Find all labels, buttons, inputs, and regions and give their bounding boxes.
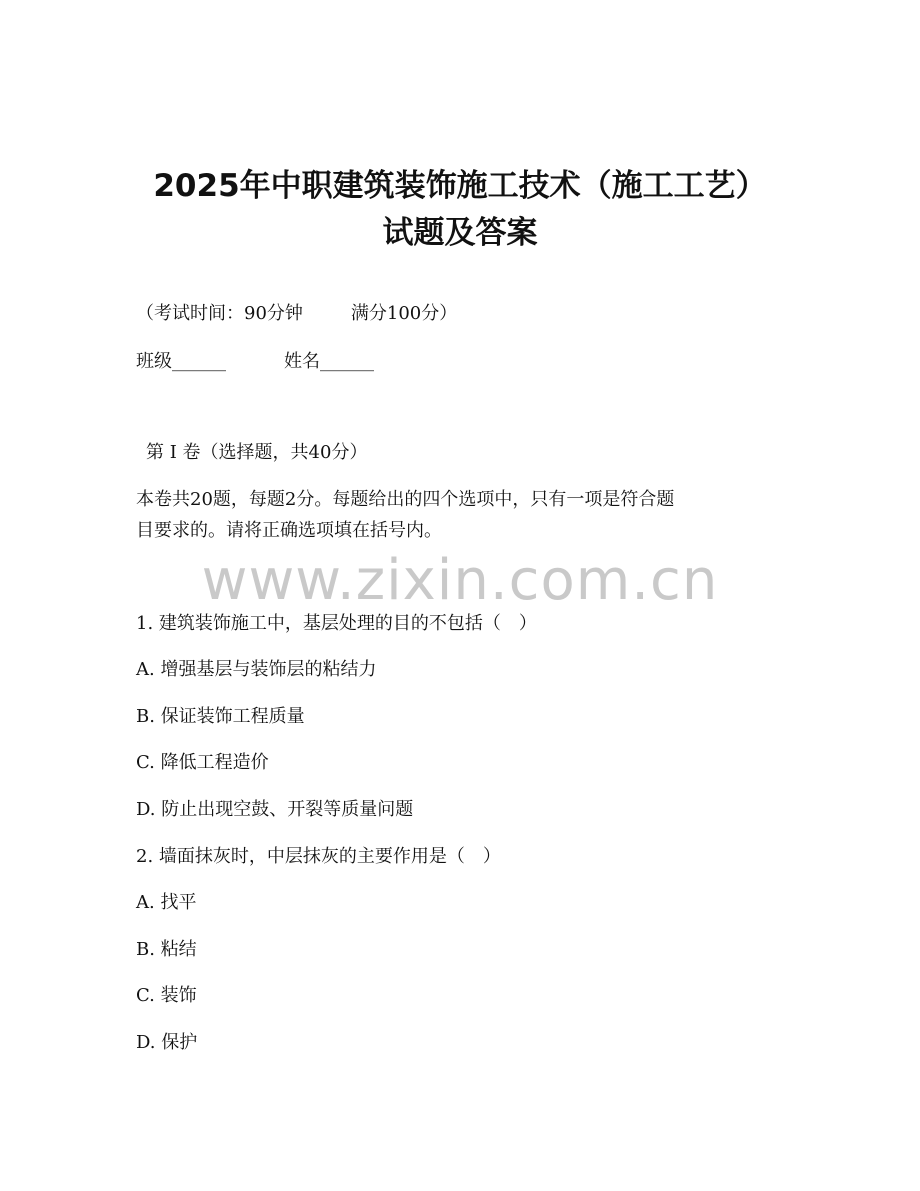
instructions-line-1: 本卷共20题，每题2分。每题给出的四个选项中，只有一项是符合题 <box>136 489 675 510</box>
exam-time: （考试时间：90分钟 <box>136 303 303 324</box>
document-title-line-2: 试题及答案 <box>382 215 538 251</box>
question-2-option-d: D. 保护 <box>136 1032 198 1053</box>
question-1-option-d: D. 防止出现空鼓、开裂等质量问题 <box>136 799 414 820</box>
exam-full-score: 满分100分） <box>350 303 458 324</box>
section-heading: 第 I 卷（选择题，共40分） <box>146 442 368 463</box>
class-field: 班级______ <box>136 351 226 372</box>
document-title-line-1: 2025年中职建筑装饰施工技术（施工工艺） <box>153 168 767 204</box>
instructions-line-2: 目要求的。请将正确选项填在括号内。 <box>136 520 442 541</box>
question-1-option-a: A. 增强基层与装饰层的粘结力 <box>136 659 377 680</box>
exam-info <box>136 302 457 326</box>
watermark: www.zixin.com.cn <box>201 548 719 613</box>
question-2-option-b: B. 粘结 <box>136 939 197 960</box>
question-2-stem: 2. 墙面抹灰时，中层抹灰的主要作用是（ ） <box>136 846 501 867</box>
question-2-option-a: A. 找平 <box>136 892 197 913</box>
question-1-option-b: B. 保证装饰工程质量 <box>136 706 305 727</box>
question-2-option-c: C. 装饰 <box>136 985 197 1006</box>
question-1-stem: 1. 建筑装饰施工中，基层处理的目的不包括（ ） <box>136 613 537 634</box>
student-info <box>136 350 374 374</box>
question-1-option-c: C. 降低工程造价 <box>136 752 269 773</box>
name-field: 姓名______ <box>284 351 374 372</box>
